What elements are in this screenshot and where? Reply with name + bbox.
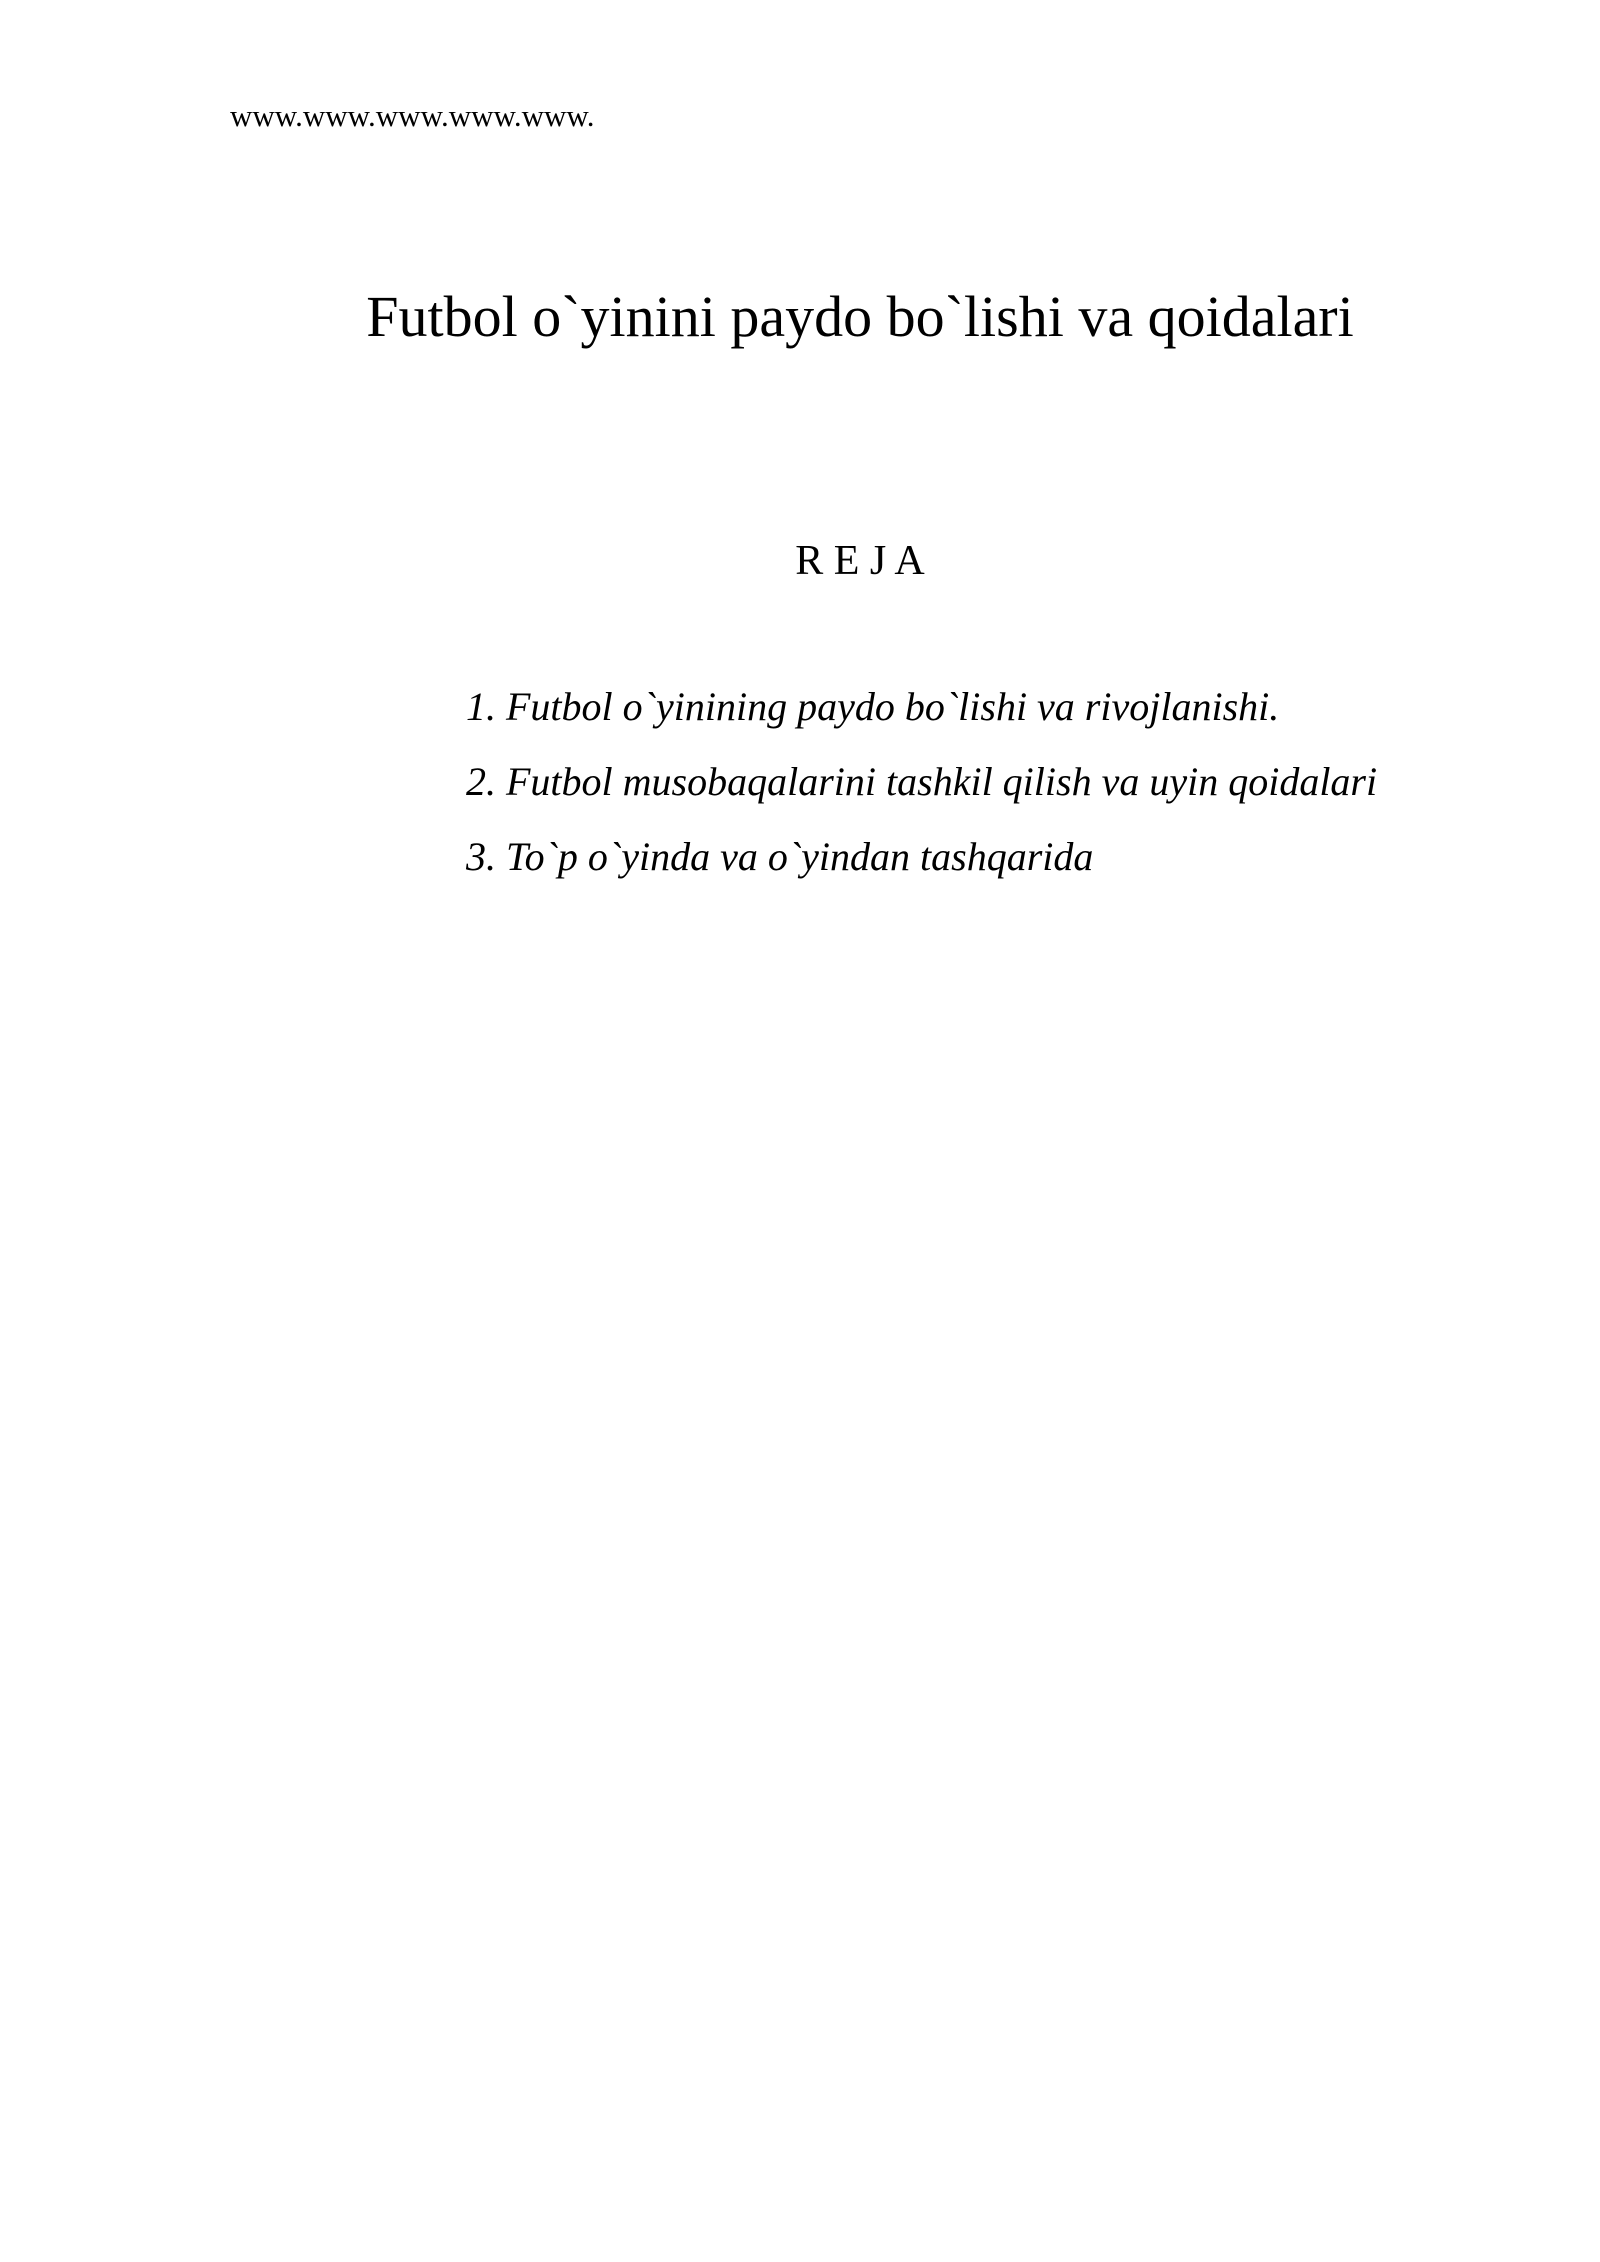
plan-list: [466, 683, 1377, 908]
header-url-text: www.www.www.www.www.: [230, 98, 595, 133]
plan-item-3: 3. To`p o`yinda va o`yindan tashqarida: [466, 834, 1094, 879]
document-title: Futbol o`yinini paydo bo`lishi va qoidalari: [366, 284, 1354, 349]
plan-heading: R E J A: [795, 538, 925, 584]
plan-item-1: 1. Futbol o`yinining paydo bo`lishi va rivojlanishi.: [466, 684, 1280, 729]
plan-item-2: 2. Futbol musobaqalarini tashkil qilish va uyin qoidalari: [466, 759, 1378, 804]
